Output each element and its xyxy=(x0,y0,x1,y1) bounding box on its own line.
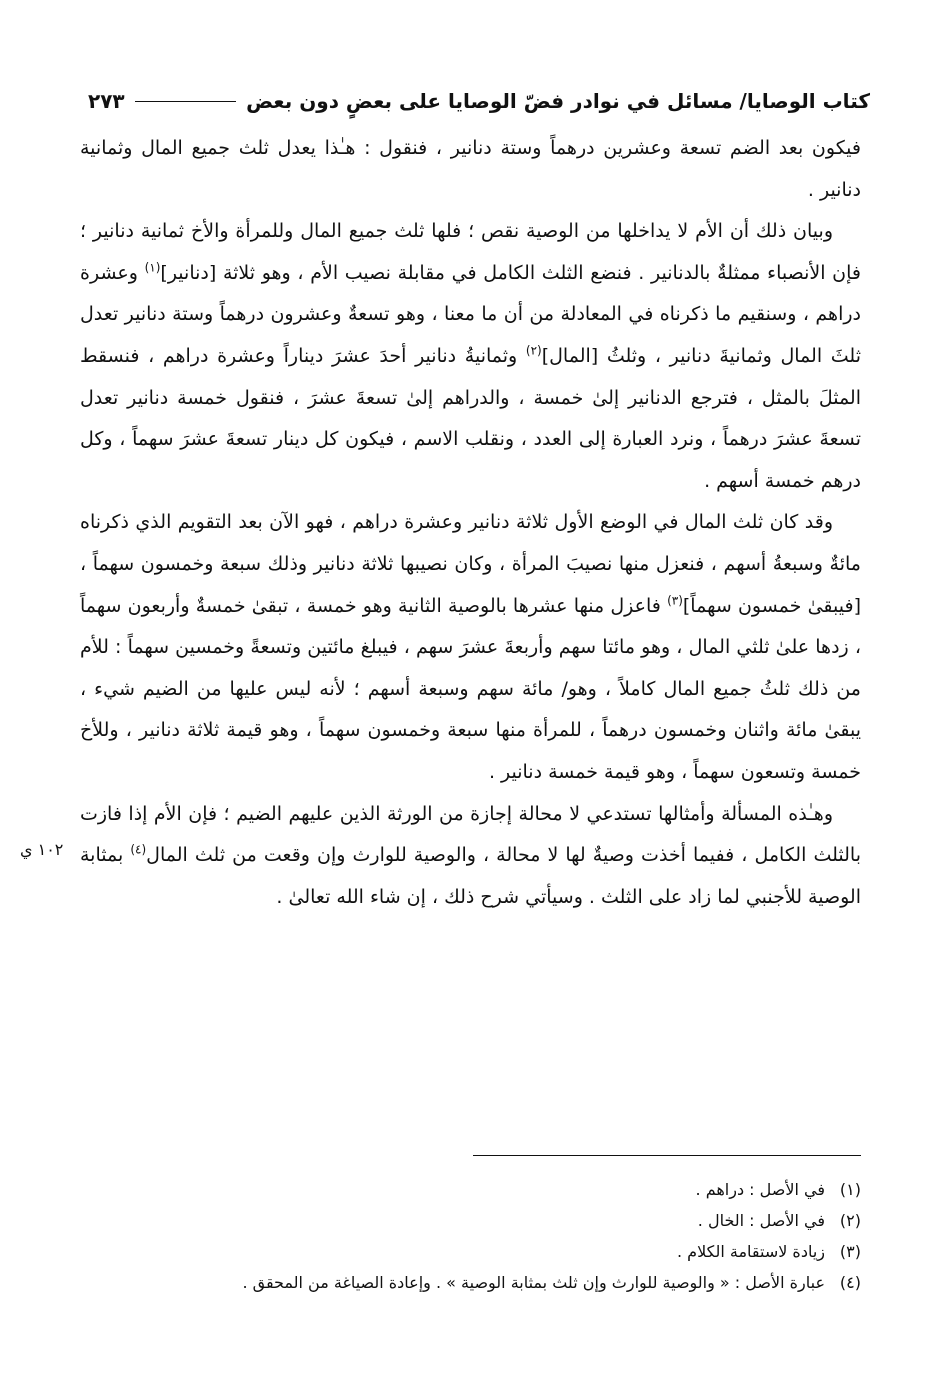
footnote-separator xyxy=(473,1155,861,1156)
footnote-text: في الأصل : الخال . xyxy=(697,1211,825,1230)
footnote-text: زيادة لاستقامة الكلام . xyxy=(677,1242,825,1261)
footnote-text: في الأصل : دراهم . xyxy=(695,1180,825,1199)
footnote-ref-1[interactable]: (١) xyxy=(144,260,161,275)
footnotes xyxy=(80,1174,861,1298)
running-header xyxy=(88,84,870,118)
main-text xyxy=(80,128,861,918)
header-title: كتاب الوصايا/ مسائل في نوادر فضّ الوصايا على بعضٍ دون بعض xyxy=(246,89,870,113)
page-number: ٢٧٣ xyxy=(88,89,125,113)
footnote-text: عبارة الأصل : « والوصية للوارث وإن ثلث بمثابة الوصية » . وإعادة الصياغة من المحقق . xyxy=(242,1273,825,1292)
footnote-number: (١) xyxy=(839,1180,861,1199)
footnote-number: (٤) xyxy=(839,1273,861,1292)
footnote-2 xyxy=(80,1205,861,1236)
footnote-ref-4[interactable]: (٤) xyxy=(130,842,147,857)
footnote-1 xyxy=(80,1174,861,1205)
paragraph-2: وبيان ذلك أن الأم لا يداخلها من الوصية نقص ؛ فلها ثلث جميع المال وللمرأة والأخ ثمانية دنانير ؛ فإن الأنصباء ممثلةٌ بالدنانير . فنضع الثلث الكامل في مقابلة نصيب الأم ، وهو ثلاثة [دنانير]$^{(١)}$ وعشرة دراهم ، وسنقيم ما ذكرناه في المعادلة من أن ما معنا ، وهو تسعةٌ وعشرون درهماً وستة دنانير تعدل ثلثَ المال وثمانيةَ دنانير ، وثلثُ [المال]$^{(٢)}$ وثمانيةُ دنانير أحدَ عشرَ ديناراً وعشرة دراهم ، فنسقط المثلَ بالمثل ، فترجع الدنانير إلىٰ خمسة ، والدراهم إلىٰ تسعةَ عشرَ ، فنقول خمسة دنانير تعدل تسعةَ عشرَ درهماً ، ونرد العبارة إلى العدد ، ونقلب الاسم ، فيكون كل دينار تسعةَ عشرَ سهماً ، وكل درهم خمسة أسهم . xyxy=(80,220,861,492)
footnote-3 xyxy=(80,1236,861,1267)
footnote-4 xyxy=(80,1267,861,1298)
margin-manuscript-ref: ١٠٢ ي xyxy=(20,840,64,859)
footnote-ref-3[interactable]: (٣) xyxy=(667,593,683,608)
header-rule xyxy=(135,101,237,102)
paragraph-1: فيكون بعد الضم تسعة وعشرين درهماً وستة دنانير ، فنقول : هـٰذا يعدل ثلث جميع المال وثمانية دنانير . xyxy=(80,137,861,201)
footnote-number: (٢) xyxy=(839,1211,861,1230)
footnote-number: (٣) xyxy=(839,1242,861,1261)
paragraph-3: وقد كان ثلث المال في الوضع الأول ثلاثة دنانير وعشرة دراهم ، فهو الآن بعد التقويم الذي ذكرناه مائةٌ وسبعةُ أسهم ، فنعزل منها نصيبَ المرأة ، وكان نصيبها ثلاثة دنانير وذلك سبعة وخمسون سهماً ، [فيبقىٰ خمسون سهماً]$^{(٣)}$ فاعزل منها عشرها بالوصية الثانية وهو خمسة ، تبقىٰ خمسةٌ وأربعون سهماً ، زدها علىٰ ثلثي المال ، وهو مائتا سهم وأربعةَ عشرَ سهم ، فيبلغ مائتين وتسعةً وخمسين سهماً : للأم من ذلك ثلثُ جميع المال كاملاً ، وهو/ مائة سهم وسبعة أسهم ؛ لأنه ليس عليها من الضيم شيء ، يبقىٰ مائة واثنان وخمسون درهماً ، للمرأة منها سبعة وخمسون سهماً ، وهو قيمة ثلاثة دنانير ، وللأخ خمسة وتسعون سهماً ، وهو قيمة خمسة دنانير . xyxy=(80,511,862,783)
footnote-ref-2[interactable]: (٢) xyxy=(525,343,542,358)
paragraph-4: وهـٰذه المسألة وأمثالها تستدعي لا محالة إجازة من الورثة الذين عليهم الضيم ؛ فإن الأم إذا فازت بالثلث الكامل ، ففيما أخذت وصيةٌ لها لا محالة ، والوصية للوارث وإن وقعت من ثلث المال$^{(٤)}$ بمثابة الوصية للأجنبي لما زاد على الثلث . وسيأتي شرح ذلك ، إن شاء الله تعالىٰ . xyxy=(80,802,861,908)
